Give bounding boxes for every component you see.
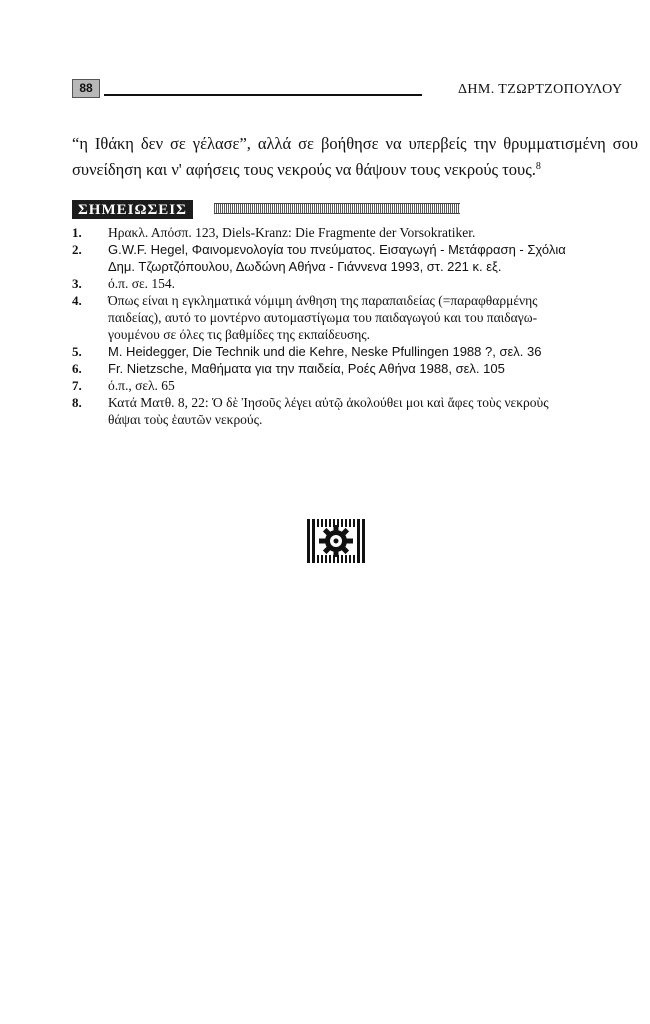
note-text: θάψαι τοὺς ἑαυτῶν νεκρούς. (108, 412, 263, 427)
notes-heading: ΣΗΜΕΙΩΣΕΙΣ (72, 200, 193, 219)
note-text: Fr. Nietzsche, Μαθήματα για την παιδεία, Ροές Αθήνα 1988, σελ. 105 (108, 361, 505, 376)
note-item (72, 292, 638, 343)
running-head: ΔΗΜ. ΤΖΩΡΤΖΟΠΟΥΛΟΥ (458, 82, 623, 97)
note-text: ό.π. σε. 154. (108, 276, 176, 291)
note-text: M. Heidegger, Die Technik und die Kehre, Neske Pfullingen 1988 ?, σελ. 36 (108, 344, 542, 359)
note-item (72, 343, 638, 360)
note-number: 8. (72, 395, 82, 410)
note-item (72, 394, 638, 428)
note-item (72, 360, 638, 377)
footnote-reference: 8 (535, 161, 541, 172)
note-number: 6. (72, 361, 82, 376)
note-number: 2. (72, 242, 82, 257)
note-item (72, 241, 638, 275)
note-number: 4. (72, 293, 82, 308)
note-number: 3. (72, 276, 82, 291)
header-rule (104, 94, 422, 96)
body-line-2-text: συνείδηση και ν' αφήσεις τους νεκρούς να θάψουν τους νεκρούς τους. (72, 160, 536, 179)
note-number: 7. (72, 378, 82, 393)
gear-fleuron-icon (305, 518, 367, 564)
note-text: Δημ. Τζωρτζόπουλου, Δωδώνη Αθήνα - Γιάννενα 1993, στ. 221 κ. εξ. (108, 259, 502, 274)
note-text: παιδείας), αυτό το μοντέρνο αυτομαστίγωμα του παιδαγωγού και του παιδαγω- (108, 310, 538, 325)
note-number: 5. (72, 344, 82, 359)
note-text: G.W.F. Hegel, Φαινομενολογία του πνεύματος. Εισαγωγή - Μετάφραση - Σχόλια (108, 242, 566, 257)
note-item (72, 377, 638, 394)
note-text: Κατά Ματθ. 8, 22: Ὁ δὲ Ἰησοῦς λέγει αὐτῷ ἀκολούθει μοι καὶ ἄφες τοὺς νεκροὺς (108, 395, 549, 410)
body-paragraph (72, 131, 638, 183)
body-line-1: “η Ιθάκη δεν σε γέλασε”, αλλά σε βοήθησε να υπερβείς την θρυμματισμένη σου (72, 134, 638, 153)
note-number: 1. (72, 225, 82, 240)
note-text: ό.π., σελ. 65 (108, 378, 175, 393)
note-item (72, 224, 638, 241)
page-number: 88 (72, 79, 100, 98)
body-line-2 (72, 157, 638, 183)
notes-list (72, 224, 638, 428)
note-text: Όπως είναι η εγκληματικά νόμιμη άνθηση της παραπαιδείας (=παραφθαρμένης (108, 293, 538, 308)
note-text: Ηρακλ. Απόσπ. 123, Diels-Kranz: Die Fragmente der Vorsokratiker. (108, 225, 476, 240)
note-text: γουμένου σε όλες τις βαθμίδες της εκπαίδευσης. (108, 327, 371, 342)
note-item (72, 275, 638, 292)
notes-heading-rule (214, 203, 460, 214)
